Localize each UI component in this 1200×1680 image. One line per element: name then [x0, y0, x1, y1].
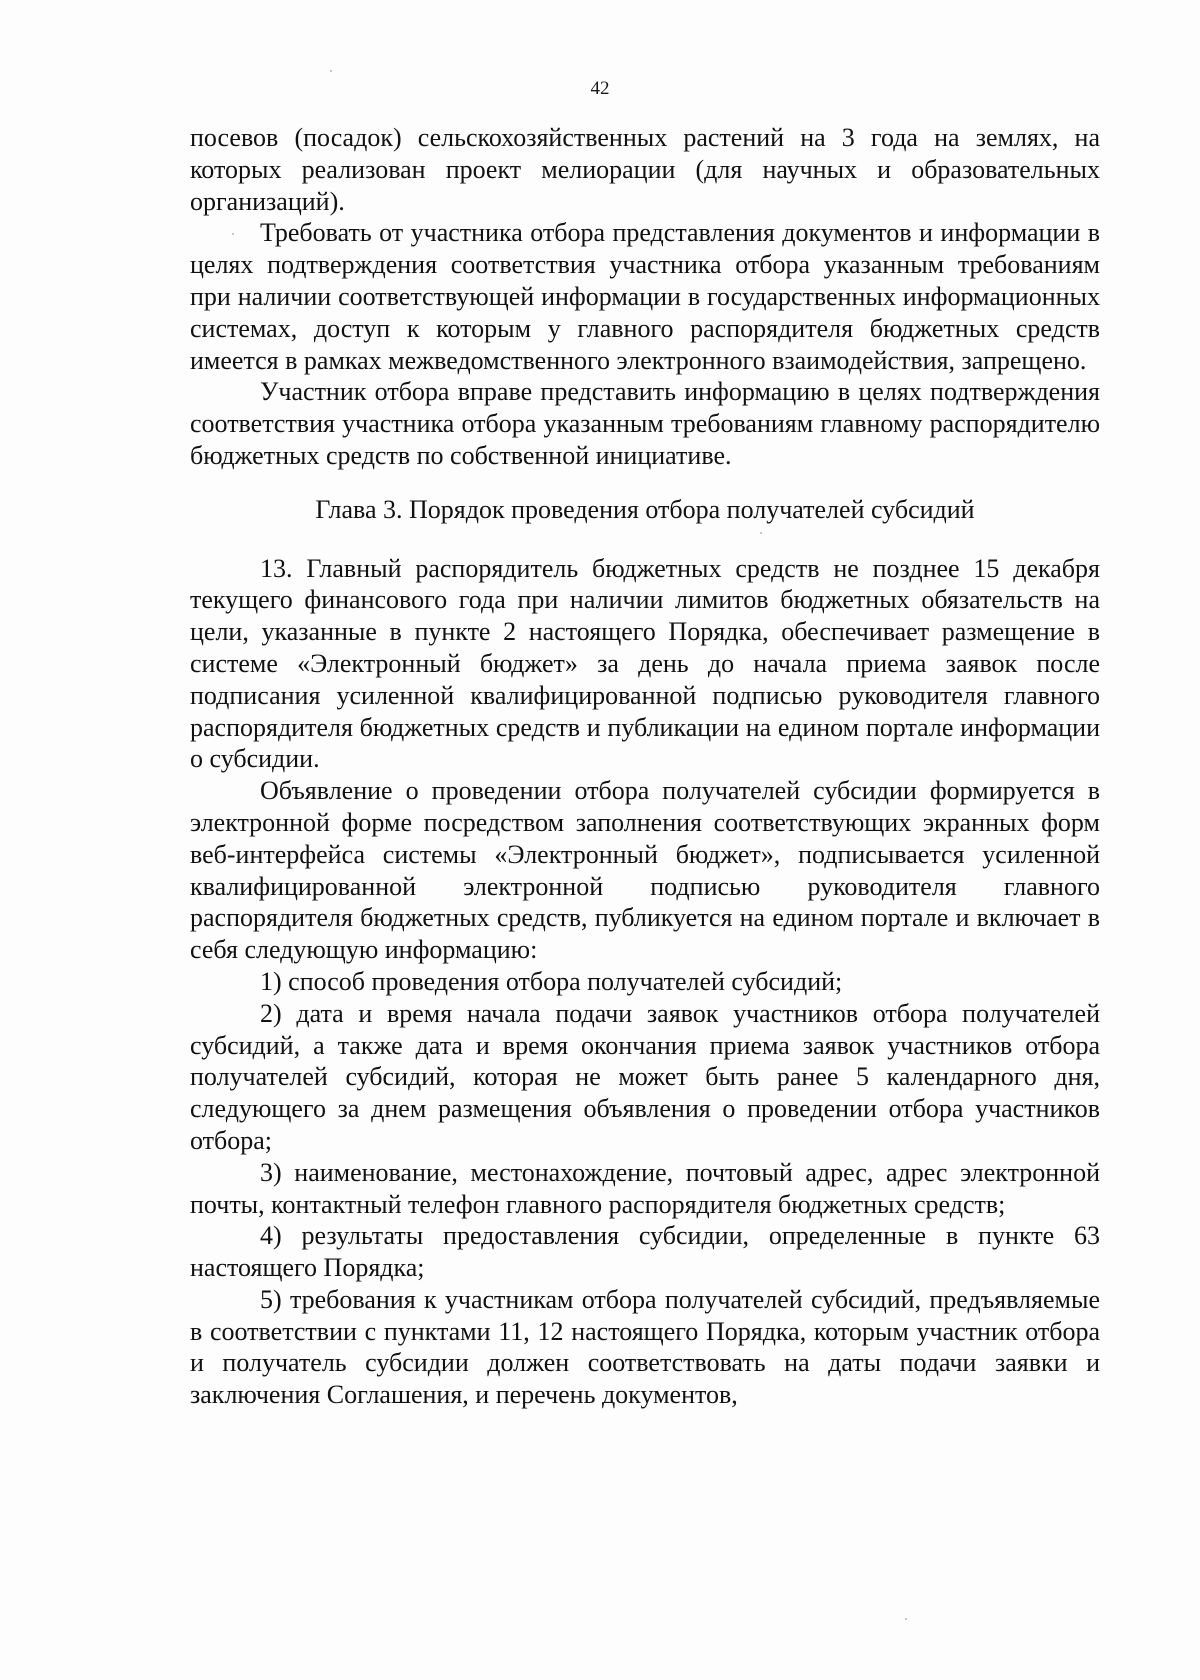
- list-item: 2) дата и время начала подачи заявок участников отбора получателей субсидий, а также дата и время окончания приема заявок участников отбора получателей субсидий, которая не может быть ранее 5 календарного дня, следующего за днем размещения объявления о проведении отбора участников отбора;: [190, 998, 1100, 1155]
- chapter-heading: Глава 3. Порядок проведения отбора получателей субсидий: [315, 494, 975, 524]
- section-13-intro: 13. Главный распорядитель бюджетных средств не позднее 15 декабря текущего финансового года при наличии лимитов бюджетных обязательств на цели, указанные в пункте 2 настоящего Порядка, обеспечивает размещение в системе «Электронный бюджет» за день до начала приема заявок после подписания усиленной квалифицированной подписью руководителя главного распорядителя бюджетных средств и публикации на едином портале информации о субсидии.: [190, 553, 1100, 774]
- paragraph-prohibition: Требовать от участника отбора представления документов и информации в целях подтверждения соответствия участника отбора указанным требованиям при наличии соответствующей информации в государственных информационных системах, доступ к которым у главного распорядителя бюджетных средств имеется в рамках межведомственного электронного взаимодействия, запрещено.: [190, 218, 1100, 375]
- list-item: 3) наименование, местонахождение, почтовый адрес, адрес электронной почты, контактный телефон главного распорядителя бюджетных средств;: [190, 1157, 1100, 1219]
- list-item: 1) способ проведения отбора получателей субсидий;: [260, 966, 843, 996]
- scan-speck: [760, 532, 762, 534]
- scan-speck: [330, 70, 332, 72]
- paragraph-continuation: посевов (посадок) сельскохозяйственных растений на 3 года на землях, на которых реализован проект мелиорации (для научных и образовательных организаций).: [190, 123, 1100, 216]
- page-number: 42: [590, 78, 610, 99]
- scan-speck: [232, 233, 234, 235]
- list-item: 4) результаты предоставления субсидии, определенные в пункте 63 настоящего Порядка;: [190, 1221, 1100, 1283]
- scan-speck: [905, 1618, 907, 1620]
- document-body: [190, 122, 1100, 1411]
- paragraph-participant-right: Участник отбора вправе представить информацию в целях подтверждения соответствия участника отбора указанным требованиям главному распорядителю бюджетных средств по собственной инициативе.: [190, 377, 1100, 470]
- list-item: 5) требования к участникам отбора получателей субсидий, предъявляемые в соответствии с пунктами 11, 12 настоящего Порядка, которым участник отбора и получатель субсидии должен соответствовать на даты подачи заявки и заключения Соглашения, и перечень документов,: [190, 1284, 1100, 1410]
- section-13-announcement: Объявление о проведении отбора получателей субсидии формируется в электронной форме посредством заполнения соответствующих экранных форм веб-интерфейса системы «Электронный бюджет», подписывается усиленной квалифицированной электронной подписью руководителя главного распорядителя бюджетных средств, публикуется на едином портале и включает в себя следующую информацию:: [190, 776, 1100, 965]
